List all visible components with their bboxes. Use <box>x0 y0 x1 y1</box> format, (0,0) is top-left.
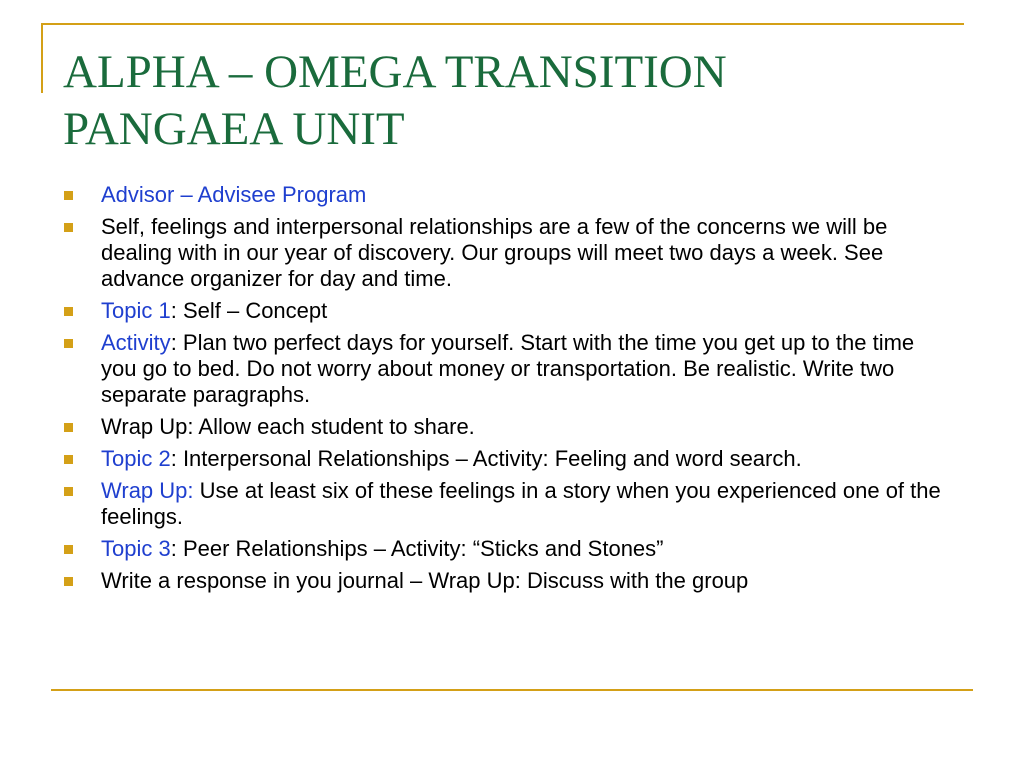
bullet-text: : Self – Concept <box>170 298 328 323</box>
slide-title <box>63 44 963 158</box>
bullet-item-topic-1 <box>64 298 954 324</box>
bullet-item-advisor-program <box>64 182 954 208</box>
bottom-rule <box>51 689 973 691</box>
bullet-item-wrap-up-story <box>64 478 954 530</box>
bullet-lead: Activity <box>101 330 171 355</box>
square-bullet-icon <box>64 307 73 316</box>
square-bullet-icon <box>64 545 73 554</box>
bullet-text: Use at least six of these feelings in a story when you experienced one of the feelings. <box>101 478 941 529</box>
bullet-list <box>64 182 954 600</box>
bullet-item-concerns <box>64 214 954 292</box>
square-bullet-icon <box>64 423 73 432</box>
bullet-text: : Interpersonal Relationships – Activity: Feeling and word search. <box>170 446 802 471</box>
bullet-lead: Wrap Up: <box>101 478 194 503</box>
bullet-item-activity <box>64 330 954 408</box>
bullet-lead: Topic 2 <box>101 446 171 471</box>
bullet-lead: Advisor – Advisee Program <box>101 182 367 207</box>
top-rule <box>41 23 964 25</box>
bullet-item-topic-3 <box>64 536 954 562</box>
bullet-text: Write a response in you journal – Wrap Up: Discuss with the group <box>101 568 749 593</box>
bullet-text: Self, feelings and interpersonal relationships are a few of the concerns we will be dealing with in our year of discovery. Our groups will meet two days a week. See advance organizer for day and time. <box>101 214 888 291</box>
bullet-text: : Peer Relationships – Activity: “Sticks and Stones” <box>170 536 664 561</box>
left-rule <box>41 23 43 93</box>
square-bullet-icon <box>64 455 73 464</box>
bullet-lead: Topic 1 <box>101 298 171 323</box>
slide-title-line-1: ALPHA – OMEGA TRANSITION <box>63 46 727 98</box>
slide-title-line-2: PANGAEA UNIT <box>63 103 405 155</box>
bullet-text: Wrap Up: Allow each student to share. <box>101 414 475 439</box>
square-bullet-icon <box>64 223 73 232</box>
bullet-item-wrap-up-share <box>64 414 954 440</box>
square-bullet-icon <box>64 191 73 200</box>
bullet-item-journal <box>64 568 954 594</box>
square-bullet-icon <box>64 577 73 586</box>
square-bullet-icon <box>64 339 73 348</box>
bullet-lead: Topic 3 <box>101 536 171 561</box>
square-bullet-icon <box>64 487 73 496</box>
bullet-item-topic-2 <box>64 446 954 472</box>
bullet-text: : Plan two perfect days for yourself. Start with the time you get up to the time you go to bed. Do not worry about money or transportation. Be realistic. Write two separate paragraphs. <box>101 330 915 407</box>
